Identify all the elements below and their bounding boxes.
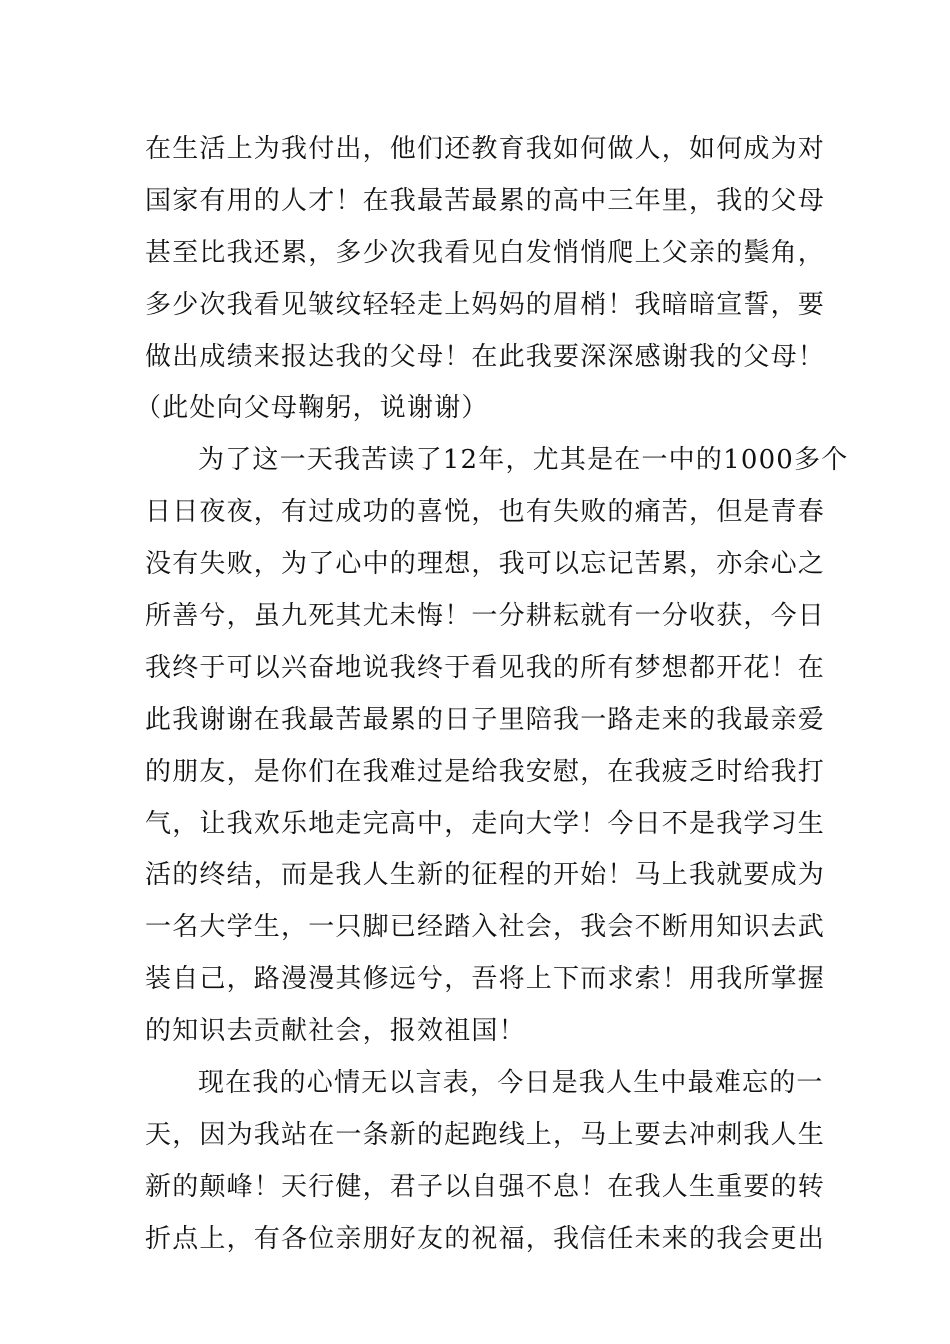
text-line: 多少次我看见皱纹轻轻走上妈妈的眉梢！我暗暗宣誓，要	[145, 289, 826, 320]
text-line: 新的颠峰！天行健，君子以自强不息！在我人生重要的转	[145, 1171, 826, 1202]
text-line: 的知识去贡献社会，报效祖国！	[145, 1016, 526, 1047]
text-line: 所善兮，虽九死其尤未悔！一分耕耘就有一分收获，今日	[145, 601, 826, 632]
text-line: 没有失败，为了心中的理想，我可以忘记苦累，亦余心之	[145, 549, 826, 580]
text-line: 天，因为我站在一条新的起跑线上，马上要去冲刺我人生	[145, 1119, 826, 1150]
text-line: 装自己，路漫漫其修远兮，吾将上下而求索！用我所掌握	[145, 964, 826, 995]
paragraph-first-line: 现在我的心情无以言表，今日是我人生中最难忘的一	[198, 1068, 824, 1099]
text-line: 我终于可以兴奋地说我终于看见我的所有梦想都开花！在	[145, 652, 826, 683]
text-line: 在生活上为我付出，他们还教育我如何做人，如何成为对	[145, 134, 826, 164]
text-line: 活的终结，而是我人生新的征程的开始！马上我就要成为	[145, 860, 826, 891]
text-line: 此我谢谢在我最苦最累的日子里陪我一路走来的我最亲爱	[145, 704, 826, 735]
document-body	[135, 124, 849, 1266]
text-line: 做出成绩来报达我的父母！在此我要深深感谢我的父母！	[145, 341, 826, 372]
text-line: （此处向父母鞠躬，说谢谢）	[135, 393, 489, 424]
text-line: 一名大学生，一只脚已经踏入社会，我会不断用知识去武	[145, 912, 826, 943]
text-line: 日日夜夜，有过成功的喜悦，也有失败的痛苦，但是青春	[145, 497, 826, 528]
text-line: 的朋友，是你们在我难过是给我安慰，在我疲乏时给我打	[145, 756, 826, 787]
text-line: 折点上，有各位亲朋好友的祝福，我信任未来的我会更出	[145, 1223, 826, 1254]
text-line: 甚至比我还累，多少次我看见白发悄悄爬上父亲的鬓角，	[145, 237, 826, 268]
text-line: 气，让我欢乐地走完高中，走向大学！今日不是我学习生	[145, 808, 826, 839]
paragraph-first-line: 为了这一天我苦读了12年，尤其是在一中的1000多个	[198, 445, 849, 476]
text-line: 国家有用的人才！在我最苦最累的高中三年里，我的父母	[145, 185, 826, 216]
